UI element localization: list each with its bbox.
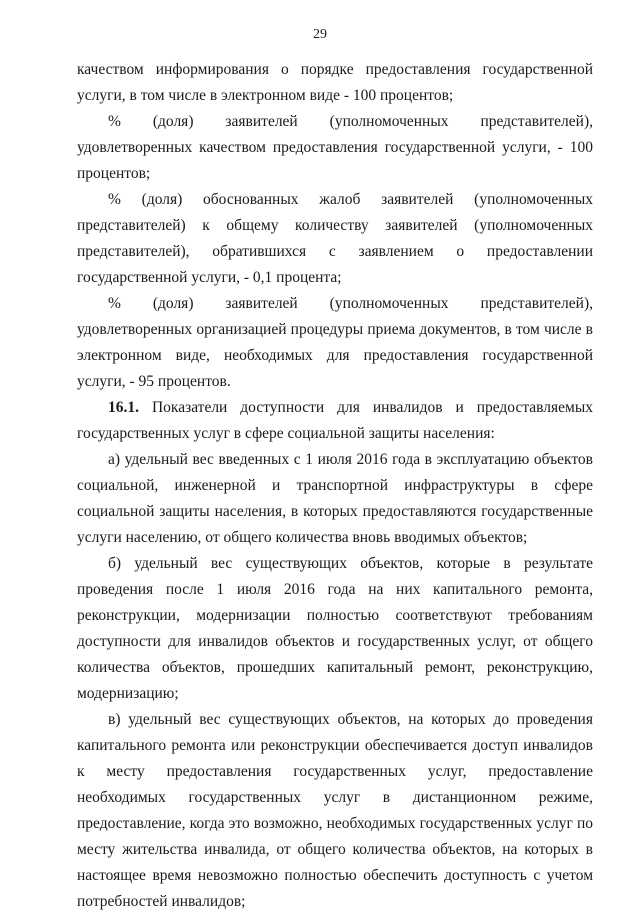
paragraph-text: а) удельный вес введенных с 1 июля 2016 года в эксплуатацию объектов социальной, инженерной и транспортной инфраструктуры в сфере социальной защиты населения, в которых предоставляются государственные услуги населению, от общего количества вновь вводимых объектов; [77,451,593,546]
paragraph-text: % (доля) обоснованных жалоб заявителей (уполномоченных представителей) к общему количеству заявителей (уполномоченных представителей), обратившихся с заявлением о предоставлении государственной услуги, - 0,1 процента; [77,191,593,286]
paragraph-text: качеством информирования о порядке предоставления государственной услуги, в том числе в электронном виде - 100 процентов; [77,61,593,104]
paragraph-text: % (доля) заявителей (уполномоченных представителей), удовлетворенных организацией процедуры приема документов, в том числе в электронном виде, необходимых для предоставления государственной услуги, - 95 процентов. [77,295,593,390]
section-number: 16.1. [108,399,139,416]
paragraph-text: Показатели доступности для инвалидов и предоставляемых государственных услуг в сфере социальной защиты населения: [77,399,593,442]
document-body [77,57,593,915]
paragraph-document-reception [77,291,593,395]
list-item-a [77,447,593,551]
list-item-v [77,707,593,915]
paragraph-text: % (доля) заявителей (уполномоченных представителей), удовлетворенных качеством предоставления государственной услуги, - 100 процентов; [77,113,593,182]
list-item-b [77,551,593,707]
paragraph-text: б) удельный вес существующих объектов, которые в результате проведения после 1 июля 2016 года на них капитального ремонта, реконструкции, модернизации полностью соответствуют требованиям доступности для инвалидов объектов и государственных услуг, от общего количества объектов, прошедших капитальный ремонт, реконструкцию, модернизацию; [77,555,593,702]
paragraph-informing-quality [77,57,593,109]
paragraph-service-quality [77,109,593,187]
paragraph-complaints [77,187,593,291]
section-heading-16-1 [77,395,593,447]
paragraph-text: в) удельный вес существующих объектов, на которых до проведения капитального ремонта или реконструкции обеспечивается доступ инвалидов к месту предоставления государственных услуг, предоставление необходимых государственных услуг в дистанционном режиме, предоставление, когда это возможно, необходимых государственных услуг по месту жительства инвалида, от общего количества объектов, на которых в настоящее время невозможно полностью обеспечить доступность с учетом потребностей инвалидов; [77,711,593,910]
page-number: 29 [313,27,327,42]
